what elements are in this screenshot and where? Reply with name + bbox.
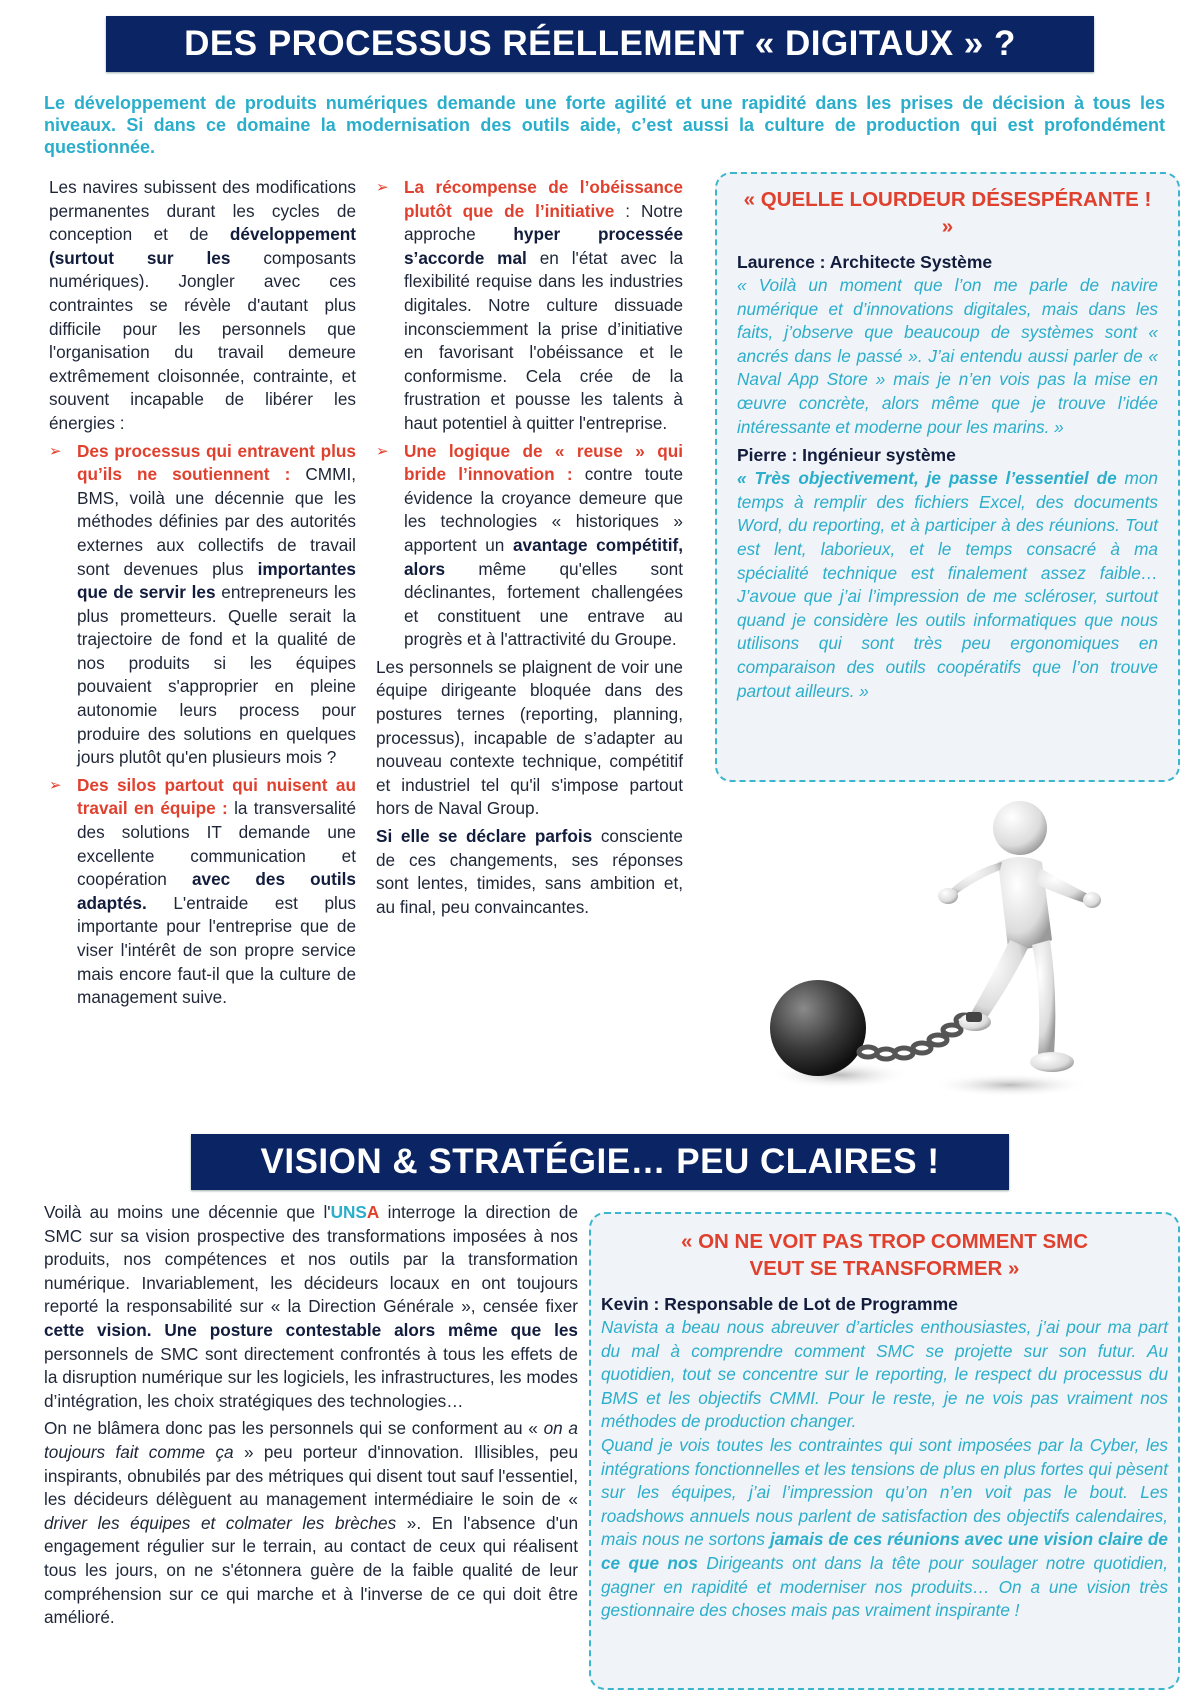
- section-banner-vision-strategy: VISION & STRATÉGIE… PEU CLAIRES !: [191, 1134, 1009, 1190]
- testimonial-text: [601, 1316, 1168, 1434]
- text-run: la transversalité des solutions IT demande une excellente communication et coopération: [77, 798, 357, 890]
- testimonial-text: [601, 1434, 1168, 1623]
- unsa-brand: A: [366, 1202, 380, 1222]
- text-run: : Notre approche: [404, 200, 683, 245]
- testimonial-box-1: [715, 172, 1180, 782]
- text-run: Quand je vois toutes les contraintes qui sont imposées par la Cyber, les intégrations fonctionnelles et les tensions de plus en plus fortes qui pèsent sur les équipes, j’ai l’impression qu’on n’en voit pas le bout. Les roadshows annuels nous parlent de satisfaction des objectifs calendaires, mais nous ne sortons: [601, 1434, 1168, 1550]
- paragraph: [376, 656, 683, 821]
- text-run: composants numériques). Jongler avec ces contraintes se révèle d'autant plus difficile pour les personnels que l'organisation du travail demeure extrêmement cloisonnée, contrainte, et souvent incapable de libérer les énergies :: [49, 247, 356, 433]
- text-run: mon temps à remplir des fichiers Excel, des documents Word, du reporting, et à participer à des réunions. Tout est lent, laborieux, et le temps consacré à ma spécialité technique est finalement assez faible… J’avoue que j’ai l’impression de me scléroser, surtout quand je considère les outils informatiques que nous utilisons qui sont très peu ergonomiques en comparaison des outils coopératifs que l’on trouve partout ailleurs. »: [737, 468, 1158, 701]
- text-run: Voilà au moins une décennie que l': [44, 1202, 331, 1222]
- man-with-ball-and-chain-icon: [770, 800, 1120, 1105]
- text-run: même qu'elles sont déclinantes, fortement challengées et constituent une entrave au progrès et à l'attractivité du Groupe.: [404, 558, 683, 650]
- article-column-2: [376, 176, 683, 923]
- text-run: personnels de SMC sont directement confrontés à tous les effets de la disruption numérique sur les logiciels, les infrastructures, les modes d’intégration, les choix stratégiques des technologies…: [44, 1343, 578, 1411]
- bullet-item: [376, 440, 683, 652]
- text-run: entrepreneurs les plus prometteurs. Quelle serait la trajectoire de fond et la qualité de nos produits si les équipes pouvaient s'approprier en pleine autonomie leurs process pour produire des solutions en quelques jours plutôt qu'en plusieurs mois ?: [77, 582, 356, 768]
- bullet-item: [49, 774, 356, 1010]
- text-run: en l'état avec la flexibilité requise dans les industries digitales. Notre culture dissuade inconsciemment la prise d’initiative en favorisant l'obéissance et le conformisme. Cela crée de la frustration et pousse les talents à haut potentiel à quitter l'entreprise.: [404, 247, 684, 433]
- text-run: cette vision. Une posture contestable alors même que les: [44, 1319, 578, 1340]
- text-run: CMMI, BMS, voilà une décennie que les méthodes définies par des autorités externes aux collectifs de travail sont devenues plus: [77, 464, 356, 579]
- text-run: avec des outils adaptés.: [77, 869, 356, 913]
- text-run: » peu porteur d'innovation. Illisibles, peu inspirants, obnubilés par des métriques qui disent tout sauf l'essentiel, les décideurs délèguent au management intermédiaire le soin de «: [44, 1441, 578, 1510]
- bullet-item: [376, 176, 683, 436]
- testimonial-box-2: [589, 1212, 1180, 1690]
- highlight-heading: Une logique de « reuse » qui bride l’innovation :: [404, 440, 683, 485]
- text-run: on a toujours fait comme ça: [44, 1418, 578, 1462]
- section-intro: Le développement de produits numériques demande une forte agilité et une rapidité dans les prises de décision à tous les niveaux. Si dans ce domaine la modernisation des outils aide, c’est aussi la culture de production qui est profondément questionnée.: [44, 93, 1165, 157]
- text-run: « Très objectivement, je passe l’essentiel de: [737, 468, 1117, 489]
- highlight-heading: Des silos partout qui nuisent au travail en équipe :: [77, 774, 356, 819]
- text-run: driver les équipes et colmater les brèches: [44, 1512, 397, 1533]
- text-run: Les personnels se plaignent de voir une équipe dirigeante bloquée dans des postures ternes (reporting, planning, processus), incapable de s’adapter au nouveau contexte technique, compétitif et industriel tel qu'il s'impose partout hors de Naval Group.: [376, 656, 683, 819]
- highlight-heading: Des processus qui entravent plus qu’ils ne soutiennent :: [77, 440, 356, 485]
- testimonial-title: « QUELLE LOURDEUR DÉSESPÉRANTE ! »: [743, 188, 1152, 238]
- text-run: hyper processée s’accorde mal: [404, 224, 684, 268]
- article-column-3: [44, 1201, 578, 1634]
- testimonial-text: [737, 467, 1158, 703]
- paragraph: [49, 176, 356, 436]
- text-run: développement (surtout sur les: [49, 224, 356, 268]
- testimonial-author: Kevin : Responsable de Lot de Programme: [601, 1294, 958, 1314]
- paragraph: [44, 1417, 578, 1629]
- highlight-heading: La récompense de l’obéissance plutôt que de l’initiative: [404, 177, 683, 221]
- testimonial-text: [737, 274, 1158, 439]
- section-banner-digital-processes: DES PROCESSUS RÉELLEMENT « DIGITAUX » ?: [106, 16, 1094, 72]
- arrow-bullet-icon: ➢: [376, 179, 389, 196]
- bullet-item: [49, 440, 356, 770]
- text-run: Dirigeants ont dans la tête pour soulager notre quotidien, gagner en rapidité et moderniser nos produits… On a une vision très gestionnaire des choses mais pas vraiment inspirante !: [601, 1552, 1168, 1621]
- article-column-1: [49, 176, 356, 1014]
- text-run: ». En l'absence d'un engagement régulier sur le terrain, au contact de ceux qui réalisent tous les jours, on ne s'étonnera guère de la faible qualité de leur compréhension sur ce qui marche et à l'inverse de ce qui doit être amélioré.: [44, 1512, 579, 1628]
- text-run: contre toute évidence la croyance demeure que les technologies « historiques » apportent un: [404, 464, 683, 555]
- text-run: « Voilà un moment que l’on me parle de navire numérique et d’innovations digitales, mais dans les faits, j’observe que beaucoup de systèmes sont « ancrés dans le passé ». J’ai entendu aussi parler de « Naval App Store » mais je n’en vois pas la mise en œuvre concrète, alors même que je trouve l’idée intéressante et moderne pour les marins. »: [737, 275, 1158, 437]
- unsa-brand: UNS: [330, 1202, 367, 1222]
- testimonial-author: Laurence : Architecte Système: [737, 252, 993, 272]
- text-run: Les navires subissent des modifications permanentes durant les cycles de conception et de: [49, 177, 356, 245]
- text-run: consciente de ces changements, ses réponses sont lentes, timides, sans ambition et, au final, peu convaincantes.: [376, 826, 683, 917]
- text-run: jamais de ces réunions avec une vision claire de ce que nos: [601, 1529, 1168, 1573]
- text-run: L'entraide est plus importante pour l'entreprise que de viser l'intérêt de son propre service mais encore faut-il que la culture de management suive.: [77, 892, 356, 1008]
- testimonial-author: Pierre : Ingénieur système: [737, 445, 956, 466]
- text-run: On ne blâmera donc pas les personnels qui se conforment au «: [44, 1418, 544, 1439]
- text-run: avantage compétitif, alors: [404, 534, 684, 579]
- paragraph: [376, 825, 683, 919]
- paragraph: [44, 1201, 578, 1413]
- text-run: interroge la direction de SMC sur sa vision prospective des transformations imposées à nos produits, nos compétences et nos outils par la transformation numérique. Invariablement, les décideurs locaux en ont toujours reporté la responsabilité sur « la Direction Générale », censée fixer: [44, 1202, 578, 1317]
- text-run: Si elle se déclare parfois: [376, 826, 593, 847]
- testimonial-title: « ON NE VOIT PAS TROP COMMENT SMC VEUT SE TRANSFORMER »: [681, 1230, 1088, 1280]
- arrow-bullet-icon: ➢: [376, 442, 389, 460]
- arrow-bullet-icon: ➢: [49, 442, 62, 460]
- text-run: importantes que de servir les: [77, 558, 356, 603]
- arrow-bullet-icon: ➢: [49, 776, 62, 794]
- text-run: Navista a beau nous abreuver d’articles enthousiastes, j’ai pour ma part du mal à comprendre comment SMC se projette sur son futur. Au quotidien, tout se concentre sur le reporting, le respect du processus du BMS et les objectifs CMMI. Pour le reste, je ne vois pas vraiment nos méthodes de production changer.: [601, 1317, 1168, 1432]
